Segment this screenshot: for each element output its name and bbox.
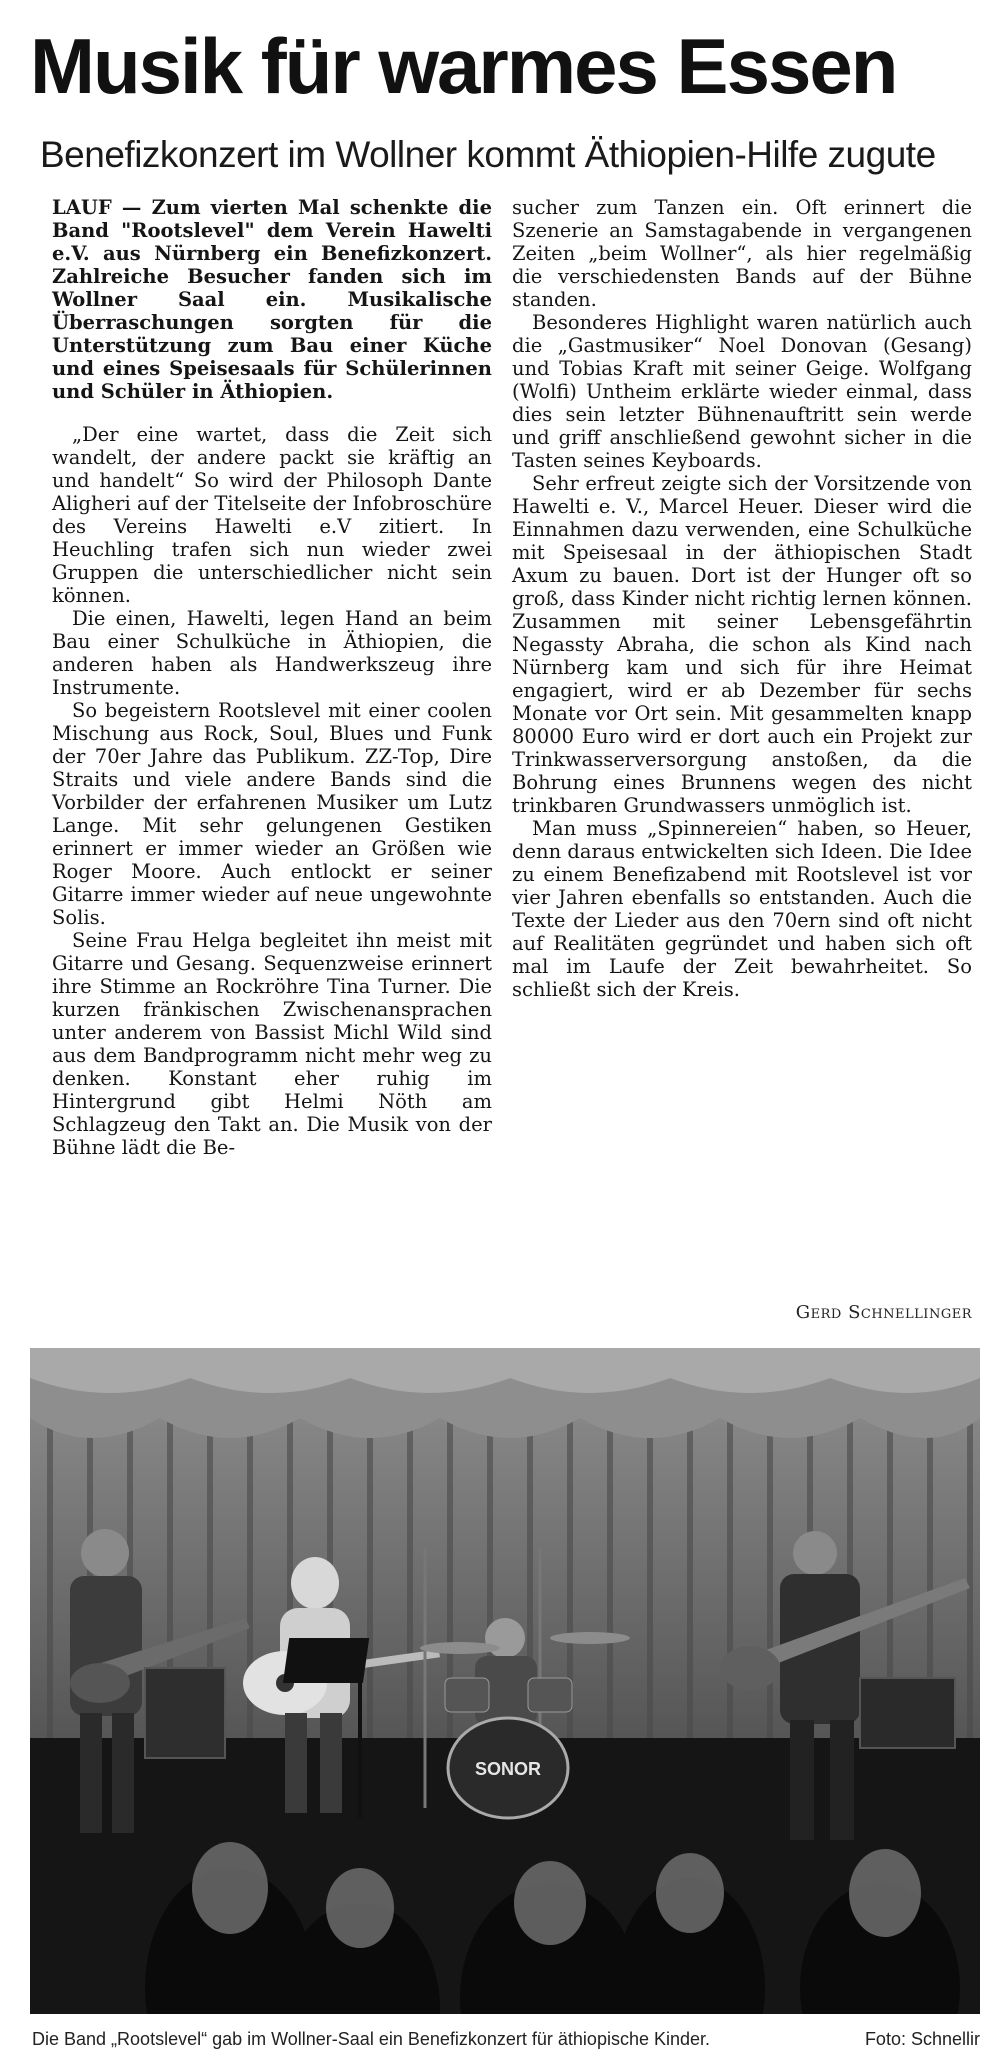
subheadline: Benefizkonzert im Wollner kommt Äthiopien-Hilfe zugute: [40, 134, 936, 175]
author-byline: Gerd Schnellinger: [795, 1302, 972, 1323]
concert-photo-illustration: [30, 1348, 980, 2014]
photo-credit: Foto: Schnellir: [864, 2029, 980, 2049]
article-paragraph: Man muss „Spinnereien“ haben, so Heuer, denn daraus entwickelten sich Ideen. Die Idee zu einem Benefizabend mit Rootslevel ist vor vier Jahren ebenfalls so entstanden. Auch die Texte der Lieder aus den 70ern sind oft nicht auf Realitäten gegründet und haben sich oft mal im Laufe der Zeit bewahrheitet. So schließt sich der Kreis.: [512, 817, 972, 1001]
amplifier: [145, 1668, 225, 1758]
article-paragraph: Sehr erfreut zeigte sich der Vorsitzende von Hawelti e. V., Marcel Heuer. Dieser wird die Einnahmen dazu verwenden, eine Schulküche mit Speisesaal in der äthiopischen Stadt Axum zu bauen. Dort ist der Hunger oft so groß, dass Kinder nicht richtig lernen können. Zusammen mit seiner Lebensgefährtin Negassty Abraha, die schon als Kind nach Nürnberg kam und sich für ihre Heimat engagiert, wird er ab Dezember für sechs Monate vor Ort sein. Mit gesammelten knapp 80000 Euro wird er dort auch ein Projekt zur Trinkwasserversorgung anstoßen, da die Bohrung eines Brunnens wegen des nicht trinkbaren Grundwassers unmöglich ist.: [512, 472, 972, 817]
article-column-left: [52, 196, 492, 1159]
article-paragraph: Die einen, Hawelti, legen Hand an beim Bau einer Schulküche in Äthiopien, die anderen haben als Handwerkszeug ihre Instrumente.: [52, 607, 492, 699]
article-column-right: [512, 196, 972, 1001]
speaker: [860, 1678, 955, 1748]
photo-caption-bar: [30, 2024, 980, 2054]
concert-photo: [30, 1348, 980, 2014]
article-lead: LAUF — Zum vierten Mal schenkte die Band "Rootslevel" dem Verein Hawelti e.V. aus Nürnberg ein Benefizkonzert. Zahlreiche Besucher fanden sich im Wollner Saal ein. Musikalische Überraschungen sorgten für die Unterstützung zum Bau einer Küche und eines Speisesaals für Schülerinnen und Schüler in Äthiopien.: [52, 196, 492, 403]
article-paragraph: Besonderes Highlight waren natürlich auch die „Gastmusiker“ Noel Donovan (Gesang) und Tobias Kraft mit seiner Geige. Wolfgang (Wolfi) Untheim erklärte wieder einmal, dass dies sein letzter Bühnenauftritt sein werde und griff anschließend gewohnt sicher in die Tasten seines Keyboards.: [512, 311, 972, 472]
photo-caption: Die Band „Rootslevel“ gab im Wollner-Saal ein Benefizkonzert für äthiopische Kinder.: [32, 2029, 711, 2049]
article-paragraph: So begeistern Rootslevel mit einer coolen Mischung aus Rock, Soul, Blues und Funk der 70er Jahre das Publikum. ZZ-Top, Dire Straits und viele andere Bands sind die Vorbilder der erfahrenen Musiker um Lutz Lange. Mit sehr gelungenen Gestiken erinnert er immer wieder an Größen wie Roger Moore. Auch entlockt er seiner Gitarre immer wieder auf neue ungewohnte Solis.: [52, 699, 492, 929]
article-paragraph: „Der eine wartet, dass die Zeit sich wandelt, der andere packt sie kräftig an und handelt“ So wird der Philosoph Dante Aligheri auf der Titelseite der Infobroschüre des Vereins Hawelti e.V zitiert. In Heuchling trafen sich nun wieder zwei Gruppen die unterschiedlicher nicht sein können.: [52, 423, 492, 607]
drum-logo: SONOR: [474, 1759, 542, 1779]
article-paragraph-continuation: sucher zum Tanzen ein. Oft erinnert die Szenerie an Samstagabende in vergangenen Zeiten „beim Wollner“, als hier regelmäßig die verschiedensten Bands auf der Bühne standen.: [512, 196, 972, 311]
headline: Musik für warmes Essen: [30, 22, 897, 110]
article-paragraph: Seine Frau Helga begleitet ihn meist mit Gitarre und Gesang. Sequenzweise erinnert ihre Stimme an Rockröhre Tina Turner. Die kurzen fränkischen Zwischenansprachen unter anderem von Bassist Michl Wild sind aus dem Bandprogramm nicht mehr weg zu denken. Konstant eher ruhig im Hintergrund gibt Helmi Nöth am Schlagzeug den Takt an. Die Musik von der Bühne lädt die Be-: [52, 929, 492, 1159]
